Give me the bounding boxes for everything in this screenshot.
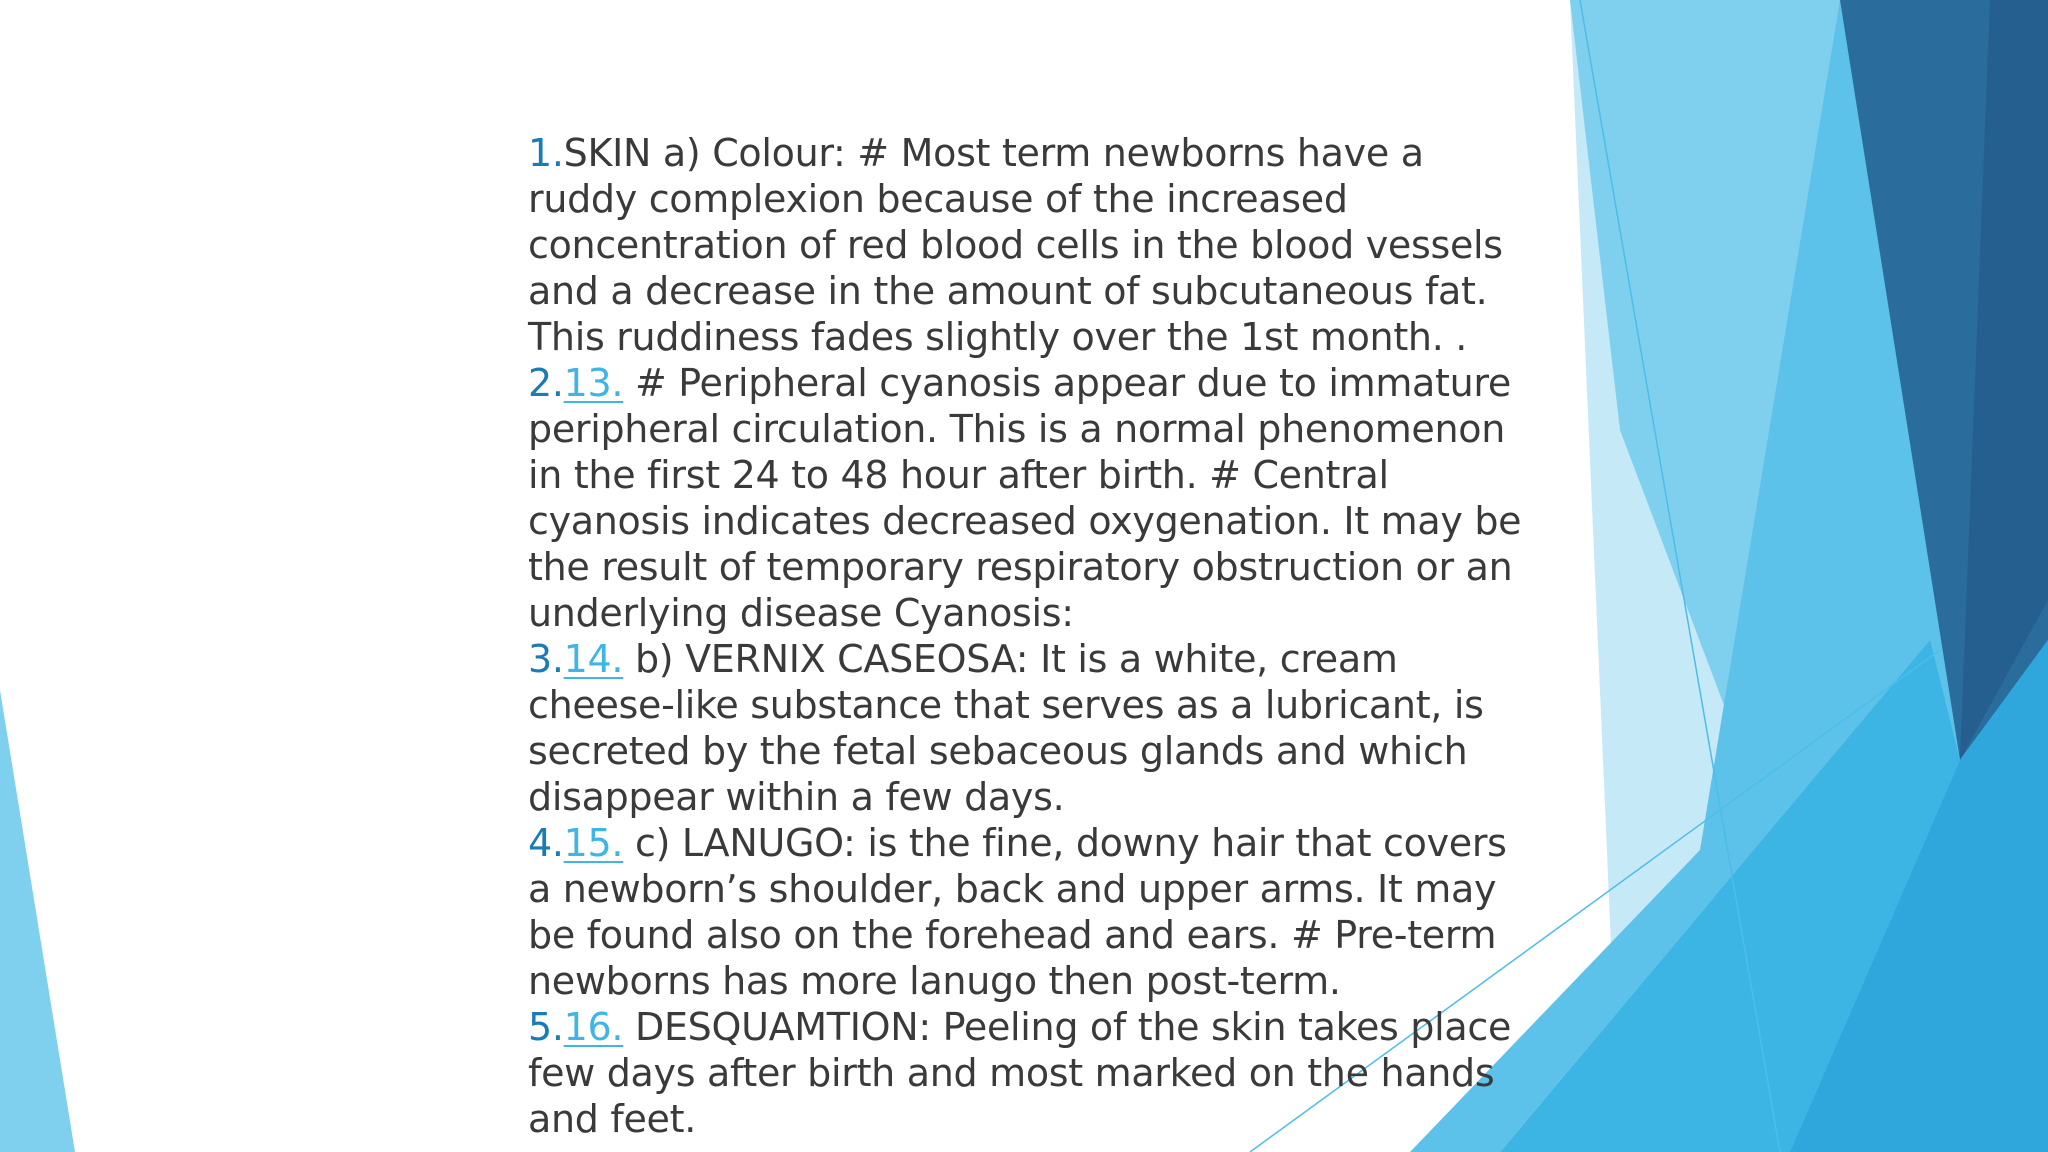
slide-body-text: [528, 130, 1528, 1142]
paragraph-text: b) VERNIX CASEOSA: It is a white, cream cheese-like substance that serves as a lubricant, is secreted by the fetal sebaceous glands and which disappear within a few days.: [528, 637, 1484, 819]
paragraph-number: 3.: [528, 637, 564, 681]
paragraph-number: 4.: [528, 821, 564, 865]
paragraph-text: # Peripheral cyanosis appear due to immature peripheral circulation. This is a normal phenomenon in the first 24 to 48 hour after birth. # Central cyanosis indicates decreased oxygenation. It may be the result of temporary respiratory obstruction or an underlying disease Cyanosis:: [528, 361, 1522, 635]
paragraph-1: [528, 130, 1528, 360]
paragraph-4: [528, 820, 1528, 1004]
paragraph-3: [528, 636, 1528, 820]
paragraph-5: [528, 1004, 1528, 1142]
slide-link-14[interactable]: 14.: [563, 637, 624, 681]
slide-link-13[interactable]: 13.: [563, 361, 624, 405]
paragraph-number: 2.: [528, 361, 564, 405]
slide-link-16[interactable]: 16.: [563, 1005, 624, 1049]
paragraph-text: SKIN a) Colour: # Most term newborns have a ruddy complexion because of the increased concentration of red blood cells in the blood vessels and a decrease in the amount of subcutaneous fat. This ruddiness fades slightly over the 1st month. .: [528, 131, 1503, 359]
paragraph-number: 1.: [528, 131, 564, 175]
paragraph-text: DESQUAMTION: Peeling of the skin takes place few days after birth and most marked on the hands and feet.: [528, 1005, 1512, 1141]
slide-link-15[interactable]: 15.: [563, 821, 624, 865]
paragraph-2: [528, 360, 1528, 636]
left-accent-shape: [0, 690, 75, 1152]
paragraph-number: 5.: [528, 1005, 564, 1049]
paragraph-text: c) LANUGO: is the fine, downy hair that covers a newborn’s shoulder, back and upper arms. It may be found also on the forehead and ears. # Pre-term newborns has more lanugo then post-term.: [528, 821, 1507, 1003]
